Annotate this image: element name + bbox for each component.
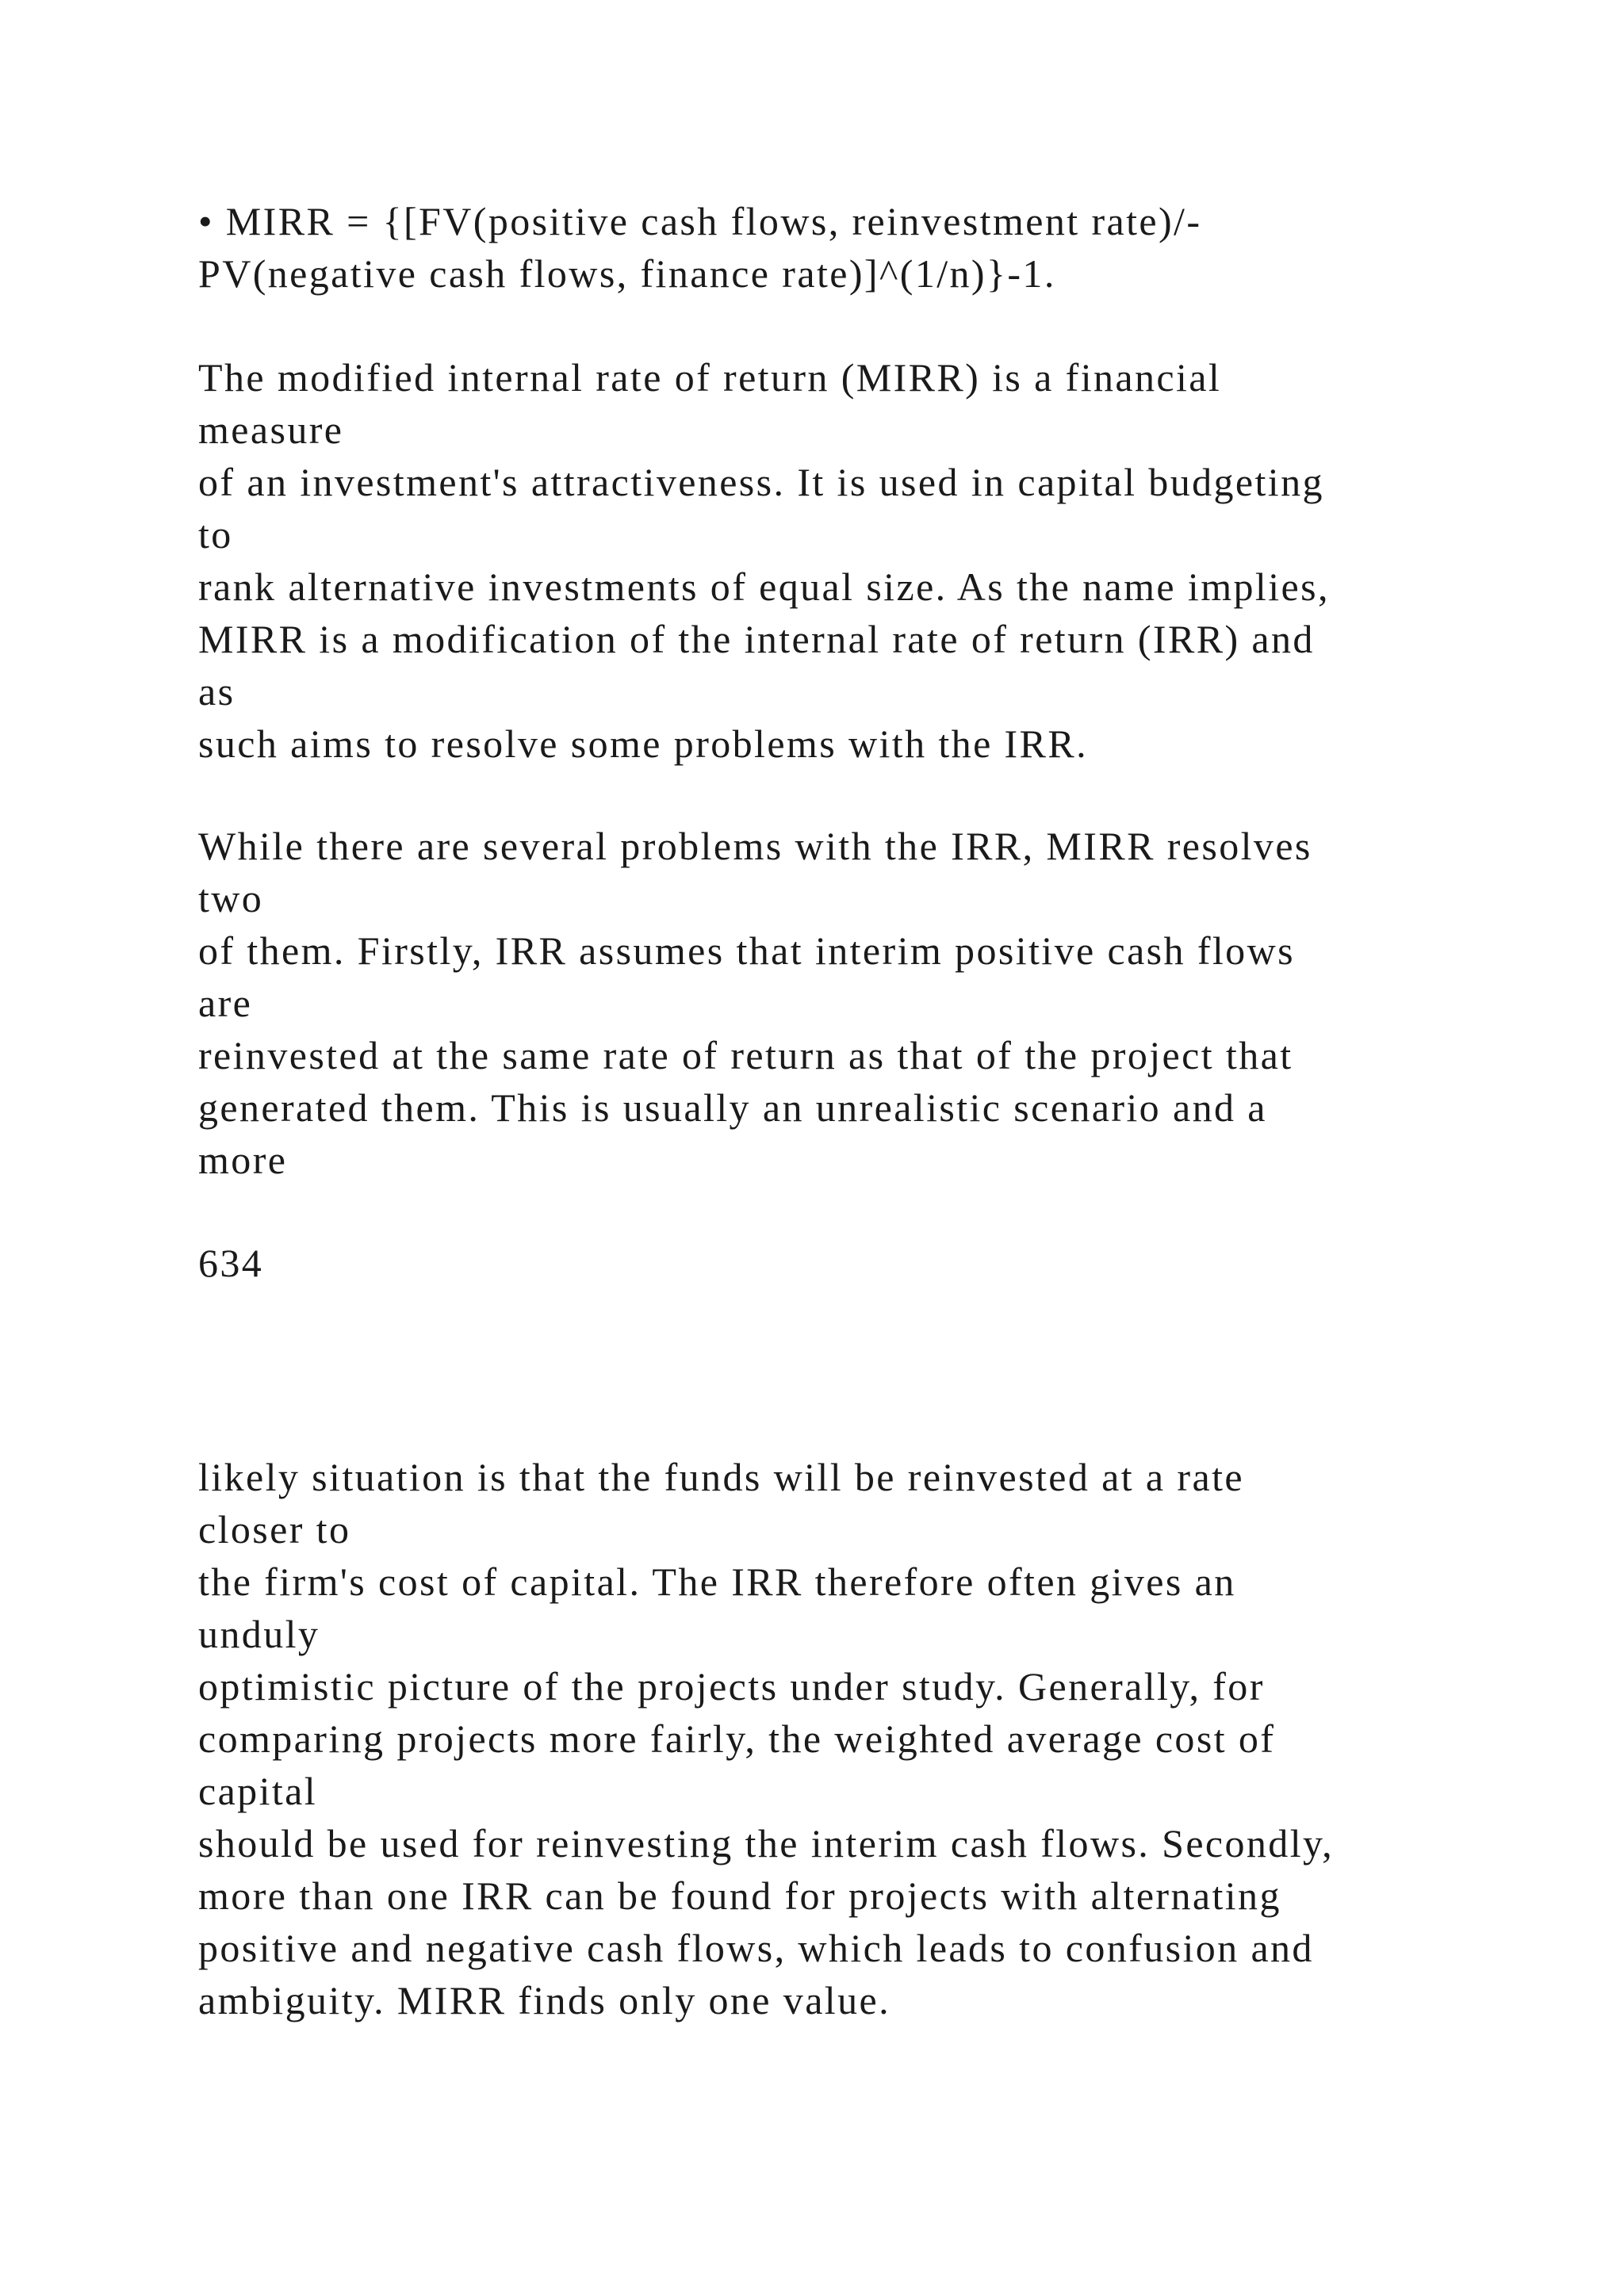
text-line: ambiguity. MIRR finds only one value.: [198, 1978, 891, 2022]
text-line: comparing projects more fairly, the weighted average cost of: [198, 1716, 1276, 1761]
text-line: more: [198, 1138, 288, 1182]
formula-line: PV(negative cash flows, finance rate)]^(1/n)}-1.: [198, 251, 1056, 296]
text-line: While there are several problems with the IRR, MIRR resolves: [198, 824, 1312, 868]
text-line: MIRR is a modification of the internal rate of return (IRR) and: [198, 617, 1315, 661]
paragraph-continuation: [198, 1451, 1507, 2026]
text-line: positive and negative cash flows, which leads to confusion and: [198, 1926, 1314, 1970]
mirr-formula: [198, 195, 1507, 300]
text-line: likely situation is that the funds will be reinvested at a rate: [198, 1455, 1244, 1499]
paragraph-mirr-definition: [198, 351, 1507, 770]
text-line: capital: [198, 1769, 318, 1813]
text-line: the firm's cost of capital. The IRR therefore often gives an: [198, 1559, 1236, 1604]
text-line: The modified internal rate of return (MIRR) is a financial: [198, 355, 1222, 400]
text-line: measure: [198, 408, 344, 452]
text-line: reinvested at the same rate of return as that of the project that: [198, 1033, 1293, 1077]
text-line: generated them. This is usually an unrealistic scenario and a: [198, 1085, 1267, 1130]
text-line: more than one IRR can be found for projects with alternating: [198, 1873, 1281, 1918]
text-line: to: [198, 512, 233, 557]
text-line: as: [198, 669, 236, 714]
text-line: rank alternative investments of equal size. As the name implies,: [198, 564, 1330, 609]
text-line: should be used for reinvesting the interim cash flows. Secondly,: [198, 1821, 1335, 1866]
text-line: unduly: [198, 1612, 320, 1656]
text-line: of them. Firstly, IRR assumes that interim positive cash flows: [198, 928, 1295, 973]
paragraph-irr-problems: [198, 820, 1507, 1186]
formula-line: • MIRR = {[FV(positive cash flows, reinvestment rate)/-: [198, 199, 1202, 243]
text-line: optimistic picture of the projects under study. Generally, for: [198, 1664, 1265, 1709]
page-number: [198, 1237, 1507, 1289]
text-line: of an investment's attractiveness. It is used in capital budgeting: [198, 460, 1324, 504]
text-line: are: [198, 981, 253, 1025]
text-line: closer to: [198, 1507, 351, 1552]
page-number-text: 634: [198, 1241, 264, 1285]
text-line: such aims to resolve some problems with the IRR.: [198, 721, 1089, 766]
text-line: two: [198, 876, 264, 920]
